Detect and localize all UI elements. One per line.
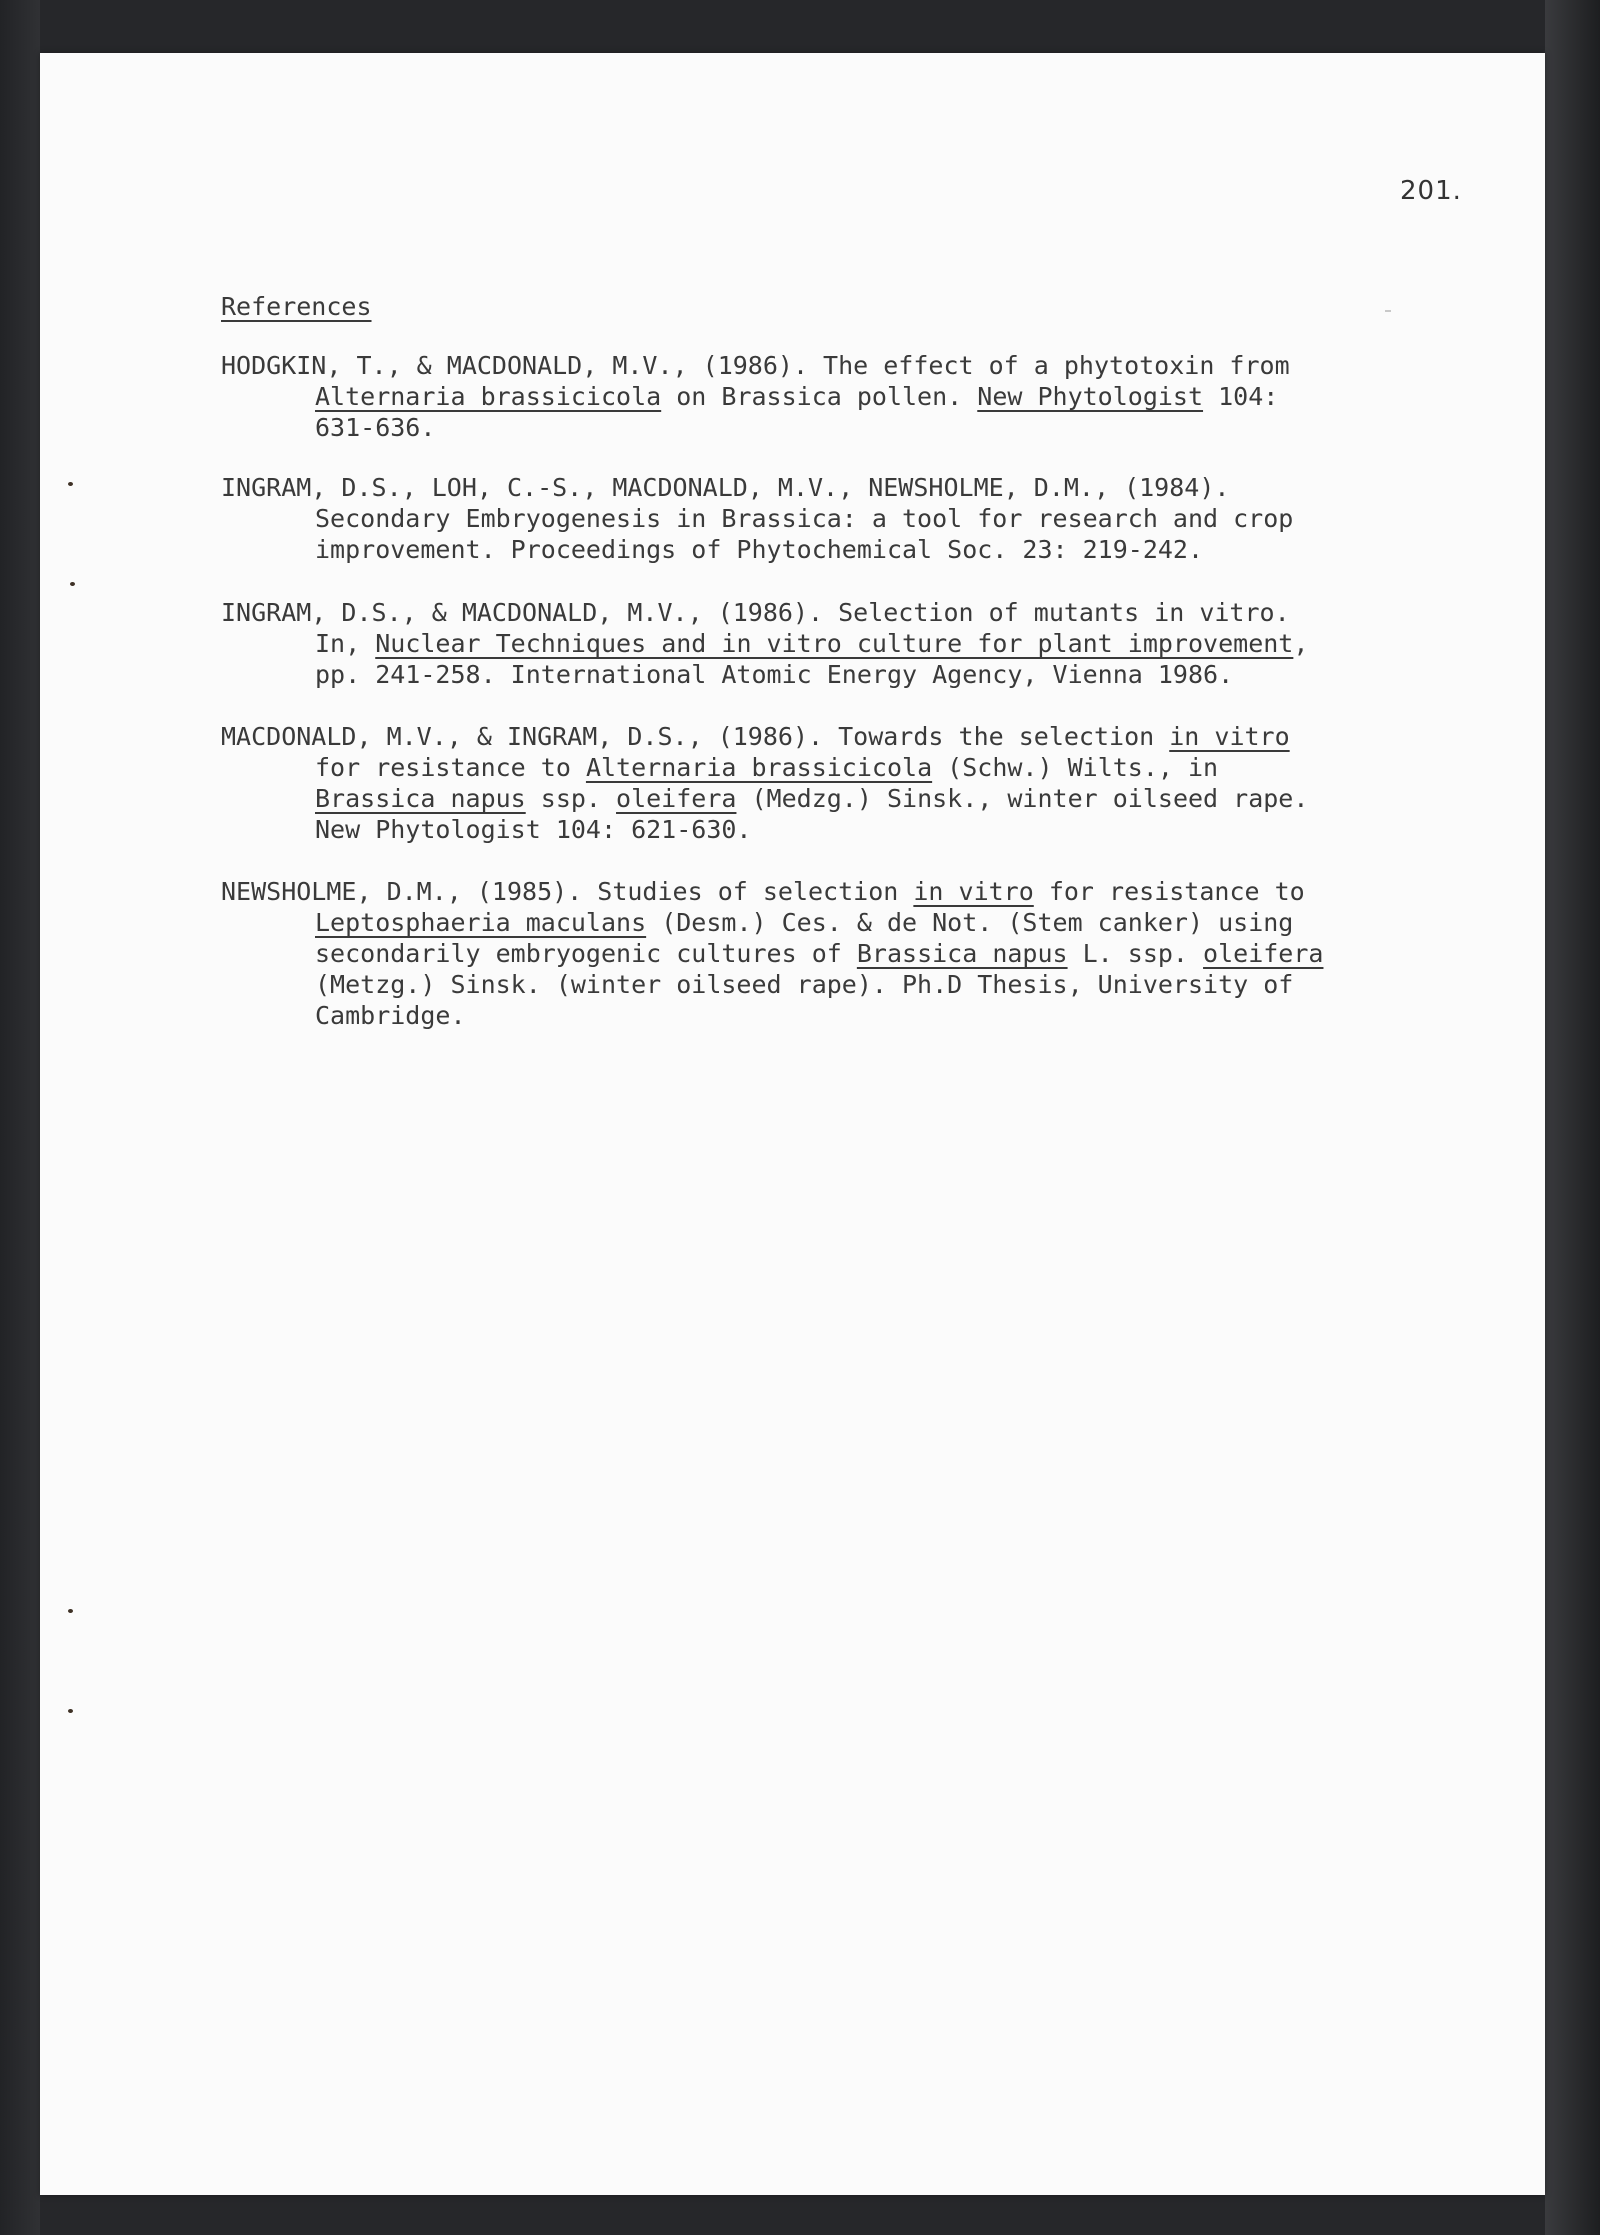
reference-text: (Schw.) Wilts., in bbox=[932, 753, 1219, 782]
reference-line bbox=[221, 597, 1351, 628]
reference-entry bbox=[221, 472, 1351, 565]
reference-text: 104: bbox=[1203, 382, 1279, 411]
reference-text: pp. 241-258. International Atomic Energy Agency, Vienna 1986. bbox=[315, 660, 1234, 689]
reference-entry bbox=[221, 597, 1351, 690]
reference-text: (Desm.) Ces. & de Not. (Stem canker) using bbox=[646, 908, 1294, 937]
reference-text: ssp. bbox=[525, 784, 617, 813]
reference-line bbox=[221, 969, 1351, 1000]
reference-line bbox=[221, 907, 1351, 938]
reference-line bbox=[221, 628, 1351, 659]
references-heading: References bbox=[221, 292, 372, 321]
reference-text: for resistance to bbox=[315, 753, 586, 782]
reference-text: INGRAM, D.S., & MACDONALD, M.V., (1986). Selection of mutants in vitro. bbox=[221, 598, 1290, 627]
underlined-title: Leptosphaeria maculans bbox=[315, 908, 647, 937]
reference-line bbox=[221, 412, 1351, 443]
reference-line bbox=[221, 503, 1351, 534]
punch-mark bbox=[68, 1609, 73, 1613]
underlined-title: Alternaria brassicicola bbox=[585, 753, 933, 782]
page-number: 201. bbox=[1400, 176, 1462, 206]
reference-line bbox=[221, 876, 1351, 907]
reference-text: New Phytologist 104: 621-630. bbox=[315, 815, 752, 844]
reference-text: Secondary Embryogenesis in Brassica: a tool for research and crop bbox=[315, 504, 1294, 533]
reference-text: 631-636. bbox=[315, 413, 436, 442]
reference-line bbox=[221, 752, 1351, 783]
reference-text: NEWSHOLME, D.M., (1985). Studies of selection bbox=[221, 877, 914, 906]
reference-text: HODGKIN, T., & MACDONALD, M.V., (1986). The effect of a phytotoxin from bbox=[221, 351, 1290, 380]
reference-line bbox=[221, 938, 1351, 969]
reference-text: secondarily embryogenic cultures of bbox=[315, 939, 857, 968]
reference-line bbox=[221, 659, 1351, 690]
reference-text: Cambridge. bbox=[315, 1001, 466, 1030]
reference-entry bbox=[221, 350, 1351, 443]
reference-entry bbox=[221, 721, 1351, 845]
punch-mark bbox=[70, 582, 75, 586]
underlined-title: Alternaria brassicicola bbox=[315, 382, 662, 411]
reference-line bbox=[221, 381, 1351, 412]
scan-backdrop-right bbox=[1545, 0, 1600, 2235]
underlined-title: Brassica napus bbox=[315, 784, 526, 813]
reference-text: (Metzg.) Sinsk. (winter oilseed rape). Ph.D Thesis, University of bbox=[315, 970, 1294, 999]
reference-text: INGRAM, D.S., LOH, C.-S., MACDONALD, M.V., NEWSHOLME, D.M., (1984). bbox=[221, 473, 1230, 502]
reference-text: (Medzg.) Sinsk., winter oilseed rape. bbox=[736, 784, 1309, 813]
reference-text: on Brassica pollen. bbox=[661, 382, 978, 411]
punch-mark bbox=[68, 1709, 73, 1713]
underlined-title: in vitro bbox=[1169, 722, 1290, 751]
reference-text: L. ssp. bbox=[1067, 939, 1204, 968]
reference-text: , bbox=[1293, 629, 1309, 658]
reference-line bbox=[221, 814, 1351, 845]
reference-text: for resistance to bbox=[1033, 877, 1305, 906]
reference-entry bbox=[221, 876, 1351, 1031]
underlined-title: oleifera bbox=[616, 784, 737, 813]
reference-line bbox=[221, 350, 1351, 381]
underlined-title: Brassica napus bbox=[856, 939, 1068, 968]
underlined-title: Nuclear Techniques and in vitro culture for plant improvement bbox=[375, 629, 1294, 658]
reference-text: improvement. Proceedings of Phytochemical Soc. 23: 219-242. bbox=[315, 535, 1204, 564]
reference-line bbox=[221, 783, 1351, 814]
underlined-title: oleifera bbox=[1203, 939, 1324, 968]
reference-line bbox=[221, 721, 1351, 752]
paper-speck bbox=[1385, 310, 1391, 312]
reference-text: MACDONALD, M.V., & INGRAM, D.S., (1986). Towards the selection bbox=[221, 722, 1170, 751]
reference-line bbox=[221, 534, 1351, 565]
scan-backdrop-left bbox=[0, 0, 40, 2235]
underlined-title: in vitro bbox=[913, 877, 1034, 906]
reference-line bbox=[221, 472, 1351, 503]
reference-text: In, bbox=[315, 629, 376, 658]
punch-mark bbox=[68, 482, 73, 486]
reference-line bbox=[221, 1000, 1351, 1031]
underlined-title: New Phytologist bbox=[977, 382, 1204, 411]
